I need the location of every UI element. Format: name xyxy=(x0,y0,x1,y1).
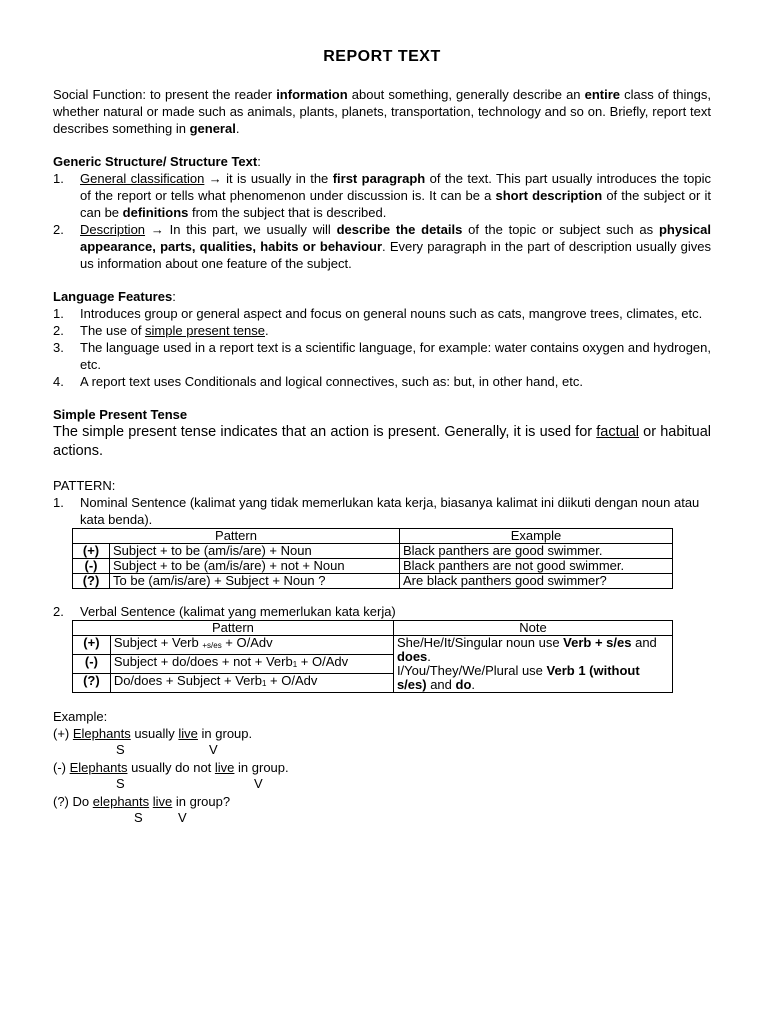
document-page xyxy=(53,48,711,827)
nominal-pattern-table xyxy=(72,528,673,589)
table-header: Note xyxy=(393,621,672,636)
language-features-list xyxy=(53,305,711,390)
example-sv-labels: S V xyxy=(116,776,263,791)
list-item: 1. General classification → it is usually in the first paragraph of the text. This part usually introduces the topic of the report or tells what phenomenon under discussion is. It can be a short description of the subject or it can be definitions from the subject that is described. xyxy=(53,171,711,220)
language-features-heading: Language Features: xyxy=(53,289,176,304)
verbal-note-cell: She/He/It/Singular noun use Verb + s/es and does. I/You/They/We/Plural use Verb 1 (without s/es) and do. xyxy=(393,636,672,693)
list-item: 2. Verbal Sentence (kalimat yang memerlukan kata kerja) xyxy=(53,604,396,619)
example-sv-labels: S V xyxy=(116,742,218,757)
table-row: (?) Do/does + Subject + Verb$_1$ + O/Adv xyxy=(73,674,673,693)
list-item: 2. Description → In this part, we usually will describe the details of the topic or subject such as physical appearance, parts, qualities, habits or behaviour. Every paragraph in the part of description usually gives us information about one feature of the subject. xyxy=(53,222,711,271)
example-sv-labels: S V xyxy=(134,810,187,825)
table-header: Example xyxy=(400,529,673,544)
nominal-list xyxy=(53,494,711,528)
list-item: 1. Introduces group or general aspect and focus on general nouns such as cats, mangrove trees, climates, etc. xyxy=(53,306,703,321)
list-item: 3. The language used in a report text is a scientific language, for example: water contains oxygen and hydrogen, etc. xyxy=(53,340,711,372)
simple-present-heading: Simple Present Tense xyxy=(53,407,188,422)
table-row: (-) Subject + to be (am/is/are) + not + Noun Black panthers are not good swimmer. xyxy=(73,559,673,574)
page-title: REPORT TEXT xyxy=(323,48,441,65)
example-sentence-negative: (-) Elephants usually do not live in group. xyxy=(53,760,289,775)
generic-structure-heading: Generic Structure/ Structure Text: xyxy=(53,154,261,169)
table-header: Pattern xyxy=(73,621,394,636)
table-row: (+) Subject + to be (am/is/are) + Noun Black panthers are good swimmer. xyxy=(73,544,673,559)
table-row: (?) To be (am/is/are) + Subject + Noun ? Are black panthers good swimmer? xyxy=(73,574,673,589)
verbal-pattern-table xyxy=(72,620,673,693)
list-item: 2. The use of simple present tense. xyxy=(53,323,269,338)
example-sentence-question: (?) Do elephants live in group? xyxy=(53,794,231,809)
list-item: 4. A report text uses Conditionals and logical connectives, such as: but, in other hand, etc. xyxy=(53,374,583,389)
simple-present-paragraph: The simple present tense indicates that an action is present. Generally, it is used for factual or habitual actions. xyxy=(53,424,711,459)
pattern-label: PATTERN: xyxy=(53,478,116,493)
table-row: (+) Subject + Verb $_{+s/es}$ + O/Adv She/He/It/Singular noun use Verb + s/es and does. I/You/They/We/Plural use Verb 1 (without s/es) and do. xyxy=(73,636,673,655)
social-function-paragraph: Social Function: to present the reader information about something, generally describe an entire class of things, whether natural or made such as animals, plants, planets, transportation, technology and so on. Briefly, report text describes something in general. xyxy=(53,87,711,136)
verbal-list xyxy=(53,603,711,620)
list-item: 1. Nominal Sentence (kalimat yang tidak memerlukan kata kerja, biasanya kalimat ini diikuti dengan noun atau kata benda). xyxy=(53,495,700,527)
example-sentence-positive: (+) Elephants usually live in group. xyxy=(53,726,253,741)
table-row: (-) Subject + do/does + not + Verb$_1$ + O/Adv xyxy=(73,655,673,674)
generic-structure-list xyxy=(53,170,711,272)
table-header: Pattern xyxy=(73,529,400,544)
example-label: Example: xyxy=(53,709,108,724)
